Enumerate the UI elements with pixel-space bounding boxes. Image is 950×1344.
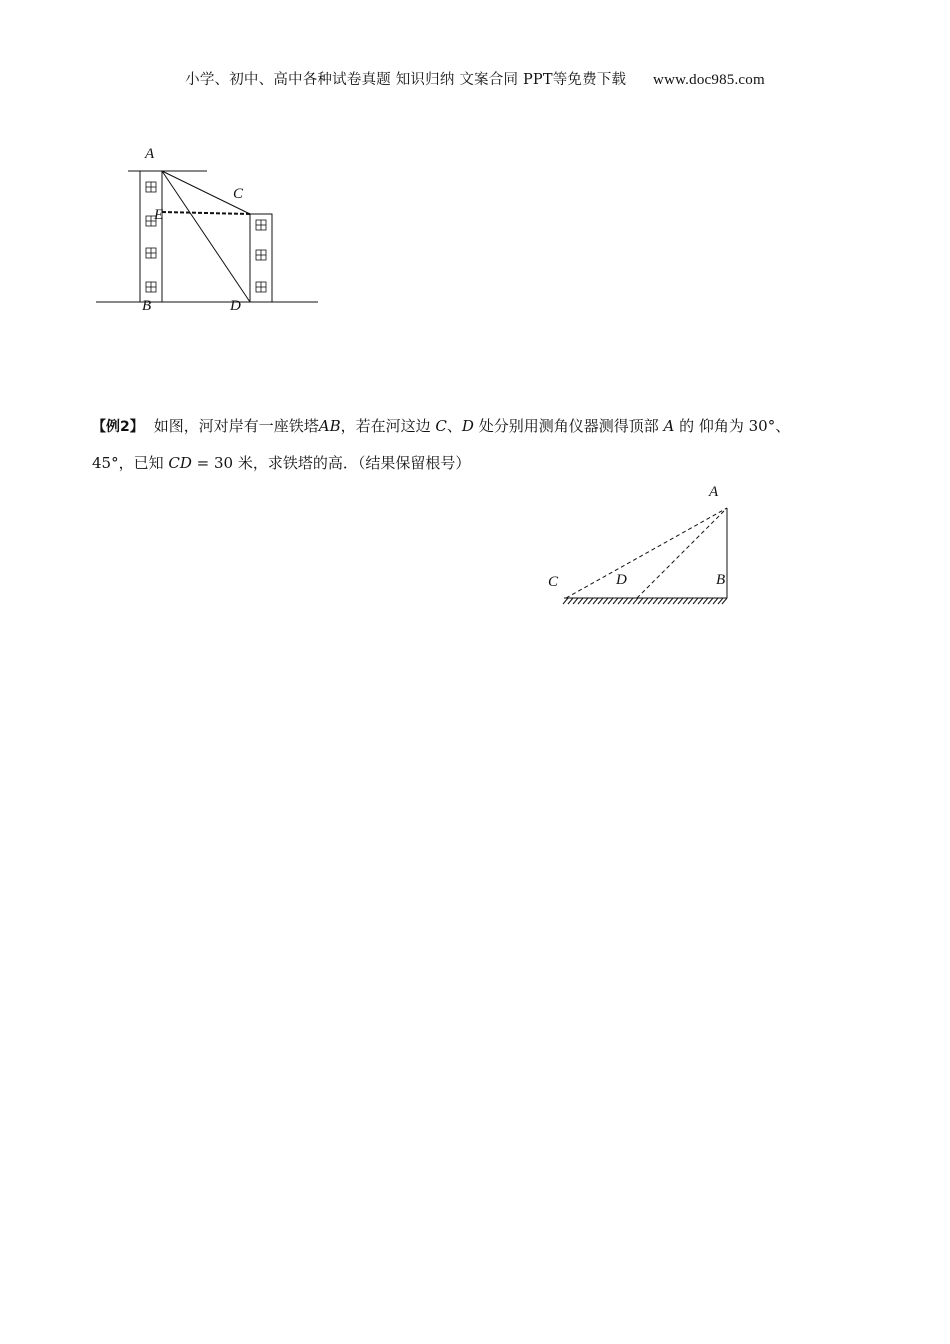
header-url: www.doc985.com	[653, 72, 765, 88]
text-segment: ，若在河这边	[340, 417, 436, 435]
label-d: D	[230, 298, 241, 314]
page-header	[0, 68, 950, 89]
label-b: B	[716, 572, 726, 588]
figure-buildings	[90, 140, 330, 320]
label-a: A	[709, 484, 719, 500]
problem-2-line-1	[92, 408, 870, 445]
sight-line-da	[637, 508, 727, 598]
ground-hatching	[563, 598, 727, 604]
figure-tower	[540, 478, 740, 610]
var-a: A	[663, 417, 675, 435]
problem-2-line-2	[92, 445, 870, 481]
label-d: D	[616, 572, 627, 588]
text-segment: = 30 米，求铁塔的高．（结果保留根号）	[191, 454, 471, 472]
text-segment: 的 仰角为 30°、	[674, 417, 791, 435]
text-segment: 、	[446, 417, 462, 435]
sight-line-ca	[566, 508, 727, 598]
header-text: 小学、初中、高中各种试卷真题 知识归纳 文案合同 PPT等免费下载	[185, 72, 627, 88]
short-building-windows	[256, 220, 266, 292]
label-b: B	[142, 298, 152, 314]
var-ab: AB	[318, 417, 341, 435]
label-c: C	[233, 186, 244, 202]
text-segment: 如图，河对岸有一座铁塔	[153, 417, 319, 435]
problem-2	[92, 408, 870, 481]
dashed-line-ec	[162, 212, 250, 214]
var-d: D	[461, 417, 474, 435]
tall-building-windows	[146, 182, 156, 292]
problem-2-tag: 【例2】	[92, 419, 144, 435]
label-a: A	[145, 146, 155, 162]
var-c: C	[435, 417, 447, 435]
text-segment: 45°，已知	[92, 454, 169, 472]
figure-tower-svg	[540, 478, 740, 610]
var-cd: CD	[168, 454, 192, 472]
label-e: E	[154, 207, 164, 223]
label-c: C	[548, 574, 559, 590]
figure-buildings-svg	[90, 140, 330, 320]
text-segment: 处分别用测角仪器测得顶部	[473, 417, 664, 435]
